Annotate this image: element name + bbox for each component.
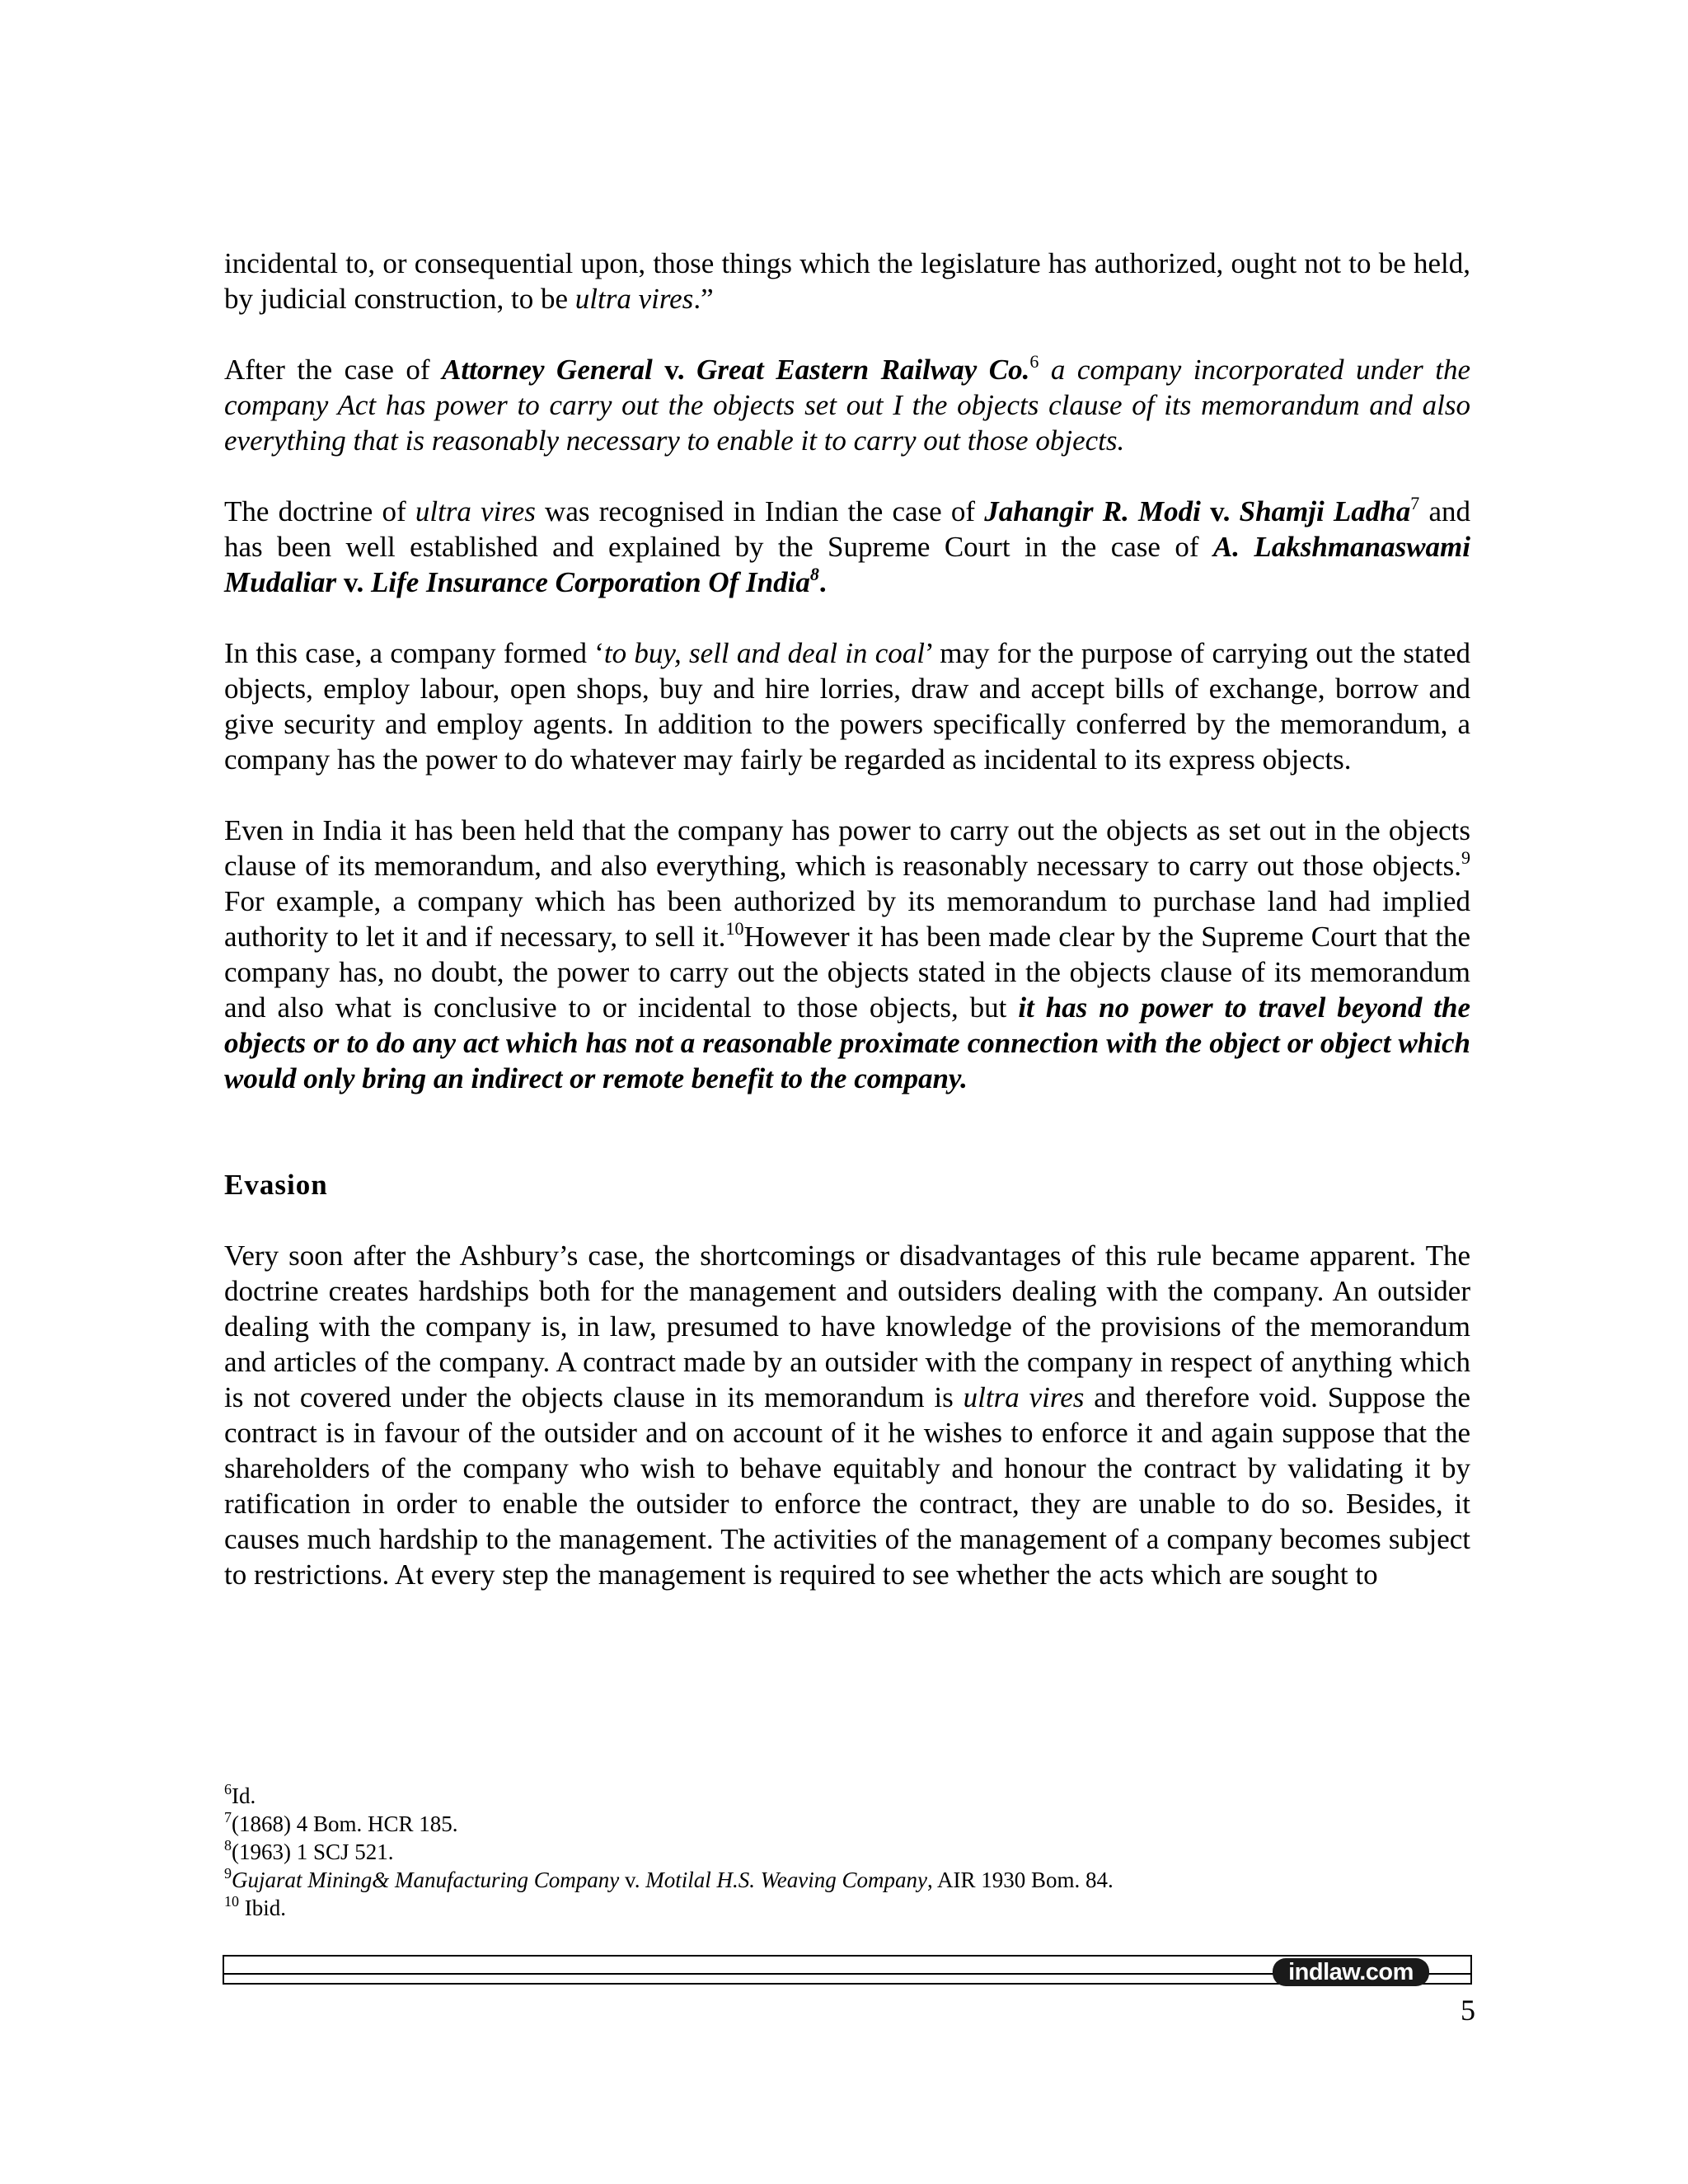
footnote-number: 7 — [224, 1809, 232, 1825]
italic-term: ultra vires — [963, 1381, 1085, 1413]
italic-text: a company incorporated under the company Act has power to carry out the objects set out I the objects clause of its memorandum and also everything that is reasonably necessary to enable it to carry out those objects. — [224, 354, 1470, 457]
versus: v. — [619, 1868, 646, 1892]
footnote-ref: 7 — [1410, 493, 1420, 513]
footnote-ref: 8 — [809, 564, 819, 584]
italic-term: ultra vires — [574, 283, 694, 315]
footnote-6 — [224, 1782, 1470, 1810]
text-run: . — [818, 566, 827, 598]
footnotes — [224, 1782, 1470, 1922]
footnote-9 — [224, 1866, 1470, 1894]
footnote-number: 6 — [224, 1781, 232, 1797]
section-heading: Evasion — [224, 1169, 328, 1201]
footnote-7 — [224, 1810, 1470, 1838]
case-name: Attorney General — [442, 354, 653, 386]
text-run: .” — [693, 283, 714, 315]
paragraph-6 — [224, 1238, 1470, 1592]
paragraph-1 — [224, 246, 1470, 316]
case-name: Life Insurance Corporation Of India — [370, 566, 810, 598]
case-name: Gujarat Mining& Manufacturing Company — [232, 1868, 620, 1892]
paragraph-3 — [224, 494, 1470, 600]
text-run: For example, a company which has been authorized by its memorandum to purchase land had implied authority to let it and if necessary, to sell it. — [224, 885, 1470, 953]
text-run: After the case of — [224, 354, 443, 386]
case-name: Great Eastern Railway Co. — [696, 354, 1030, 386]
text-run: and has been well established and explained by the Supreme Court in the case of — [224, 495, 1470, 563]
footnote-text: Id. — [232, 1783, 256, 1808]
footnote-8 — [224, 1838, 1470, 1866]
text-run: In this case, a company formed ‘ — [224, 637, 604, 669]
page-number: 5 — [1461, 1994, 1475, 2027]
case-name: Shamji Ladha — [1239, 495, 1411, 527]
footnote-ref: 9 — [1461, 847, 1470, 868]
italic-quote: to buy, sell and deal in coal — [603, 637, 925, 669]
versus: v. — [336, 566, 371, 598]
text-run: Very soon after the Ashbury’s case, the shortcomings or disadvantages of this rule became apparent. The doctrine creates hardships both for the management and outsiders dealing with the company. An outsider dealing with the company is, in law, presumed to have knowledge of the provisions of the memorandum and articles of the company. A contract made by an outsider with the company in respect of anything which is not covered under the objects clause in its memorandum is — [224, 1240, 1470, 1413]
text-run: Even in India it has been held that the company has power to carry out the objects as set out in the objects clause of its memorandum, and also everything, which is reasonably necessary to carry out those objects. — [224, 814, 1470, 882]
case-name: Motilal H.S. Weaving Company — [645, 1868, 927, 1892]
footnote-text: (1868) 4 Bom. HCR 185. — [232, 1811, 458, 1836]
body-text — [224, 246, 1470, 1628]
footnote-10 — [224, 1894, 1470, 1922]
text-run: However it has been made clear by the Supreme Court that the company has, no doubt, the power to carry out the objects stated in the objects clause of its memorandum and also what is conclusive to or incidental to those objects, but — [224, 921, 1470, 1024]
paragraph-2 — [224, 352, 1470, 458]
footnote-text: Ibid. — [239, 1896, 286, 1920]
indlaw-logo: indlaw.com — [1273, 1958, 1429, 1986]
case-name: A. Lakshmanaswami Mudaliar — [224, 531, 1470, 598]
text-run: ’ may for the purpose of carrying out the stated objects, employ labour, open shops, buy and hire lorries, draw and accept bills of exchange, borrow and give security and employ agents. In addition to the powers specifically conferred by the memorandum, a company has the power to do whatever may fairly be regarded as incidental to its express objects. — [224, 637, 1470, 776]
footnote-number: 9 — [224, 1865, 232, 1882]
footnote-ref: 6 — [1029, 351, 1039, 372]
case-name: Jahangir R. Modi — [984, 495, 1201, 527]
text-run: and therefore void. Suppose the contract is in favour of the outsider and on account of it he wishes to enforce it and again suppose that the shareholders of the company who wish to behave equitably and honour the contract by validating it by ratification in order to enable the outsider to enforce the contract, they are unable to do so. Besides, it causes much hardship to the management. The activities of the management of a company becomes subject to restrictions. At every step the management is required to see whether the acts which are sought to — [224, 1381, 1470, 1591]
footnote-text: (1963) 1 SCJ 521. — [232, 1840, 394, 1864]
footnote-number: 10 — [224, 1893, 239, 1910]
emphasis-text: it has no power to travel beyond the objects or to do any act which has not a reasonable proximate connection with the object or object which would only bring an indirect or remote benefit to the company. — [224, 991, 1470, 1094]
footnote-ref: 10 — [725, 918, 744, 939]
paragraph-4 — [224, 635, 1470, 777]
italic-term: ultra vires — [415, 495, 536, 527]
text-run: incidental to, or consequential upon, those things which the legislature has authorized, ought not to be held, by judicial construction, to be — [224, 247, 1470, 315]
paragraph-5 — [224, 813, 1470, 1096]
text-run: was recognised in Indian the case of — [535, 495, 985, 527]
text-run: The doctrine of — [224, 495, 415, 527]
versus: v. — [652, 354, 697, 386]
footnote-number: 8 — [224, 1837, 232, 1854]
citation: , AIR 1930 Bom. 84. — [926, 1868, 1114, 1892]
versus: v. — [1200, 495, 1240, 527]
